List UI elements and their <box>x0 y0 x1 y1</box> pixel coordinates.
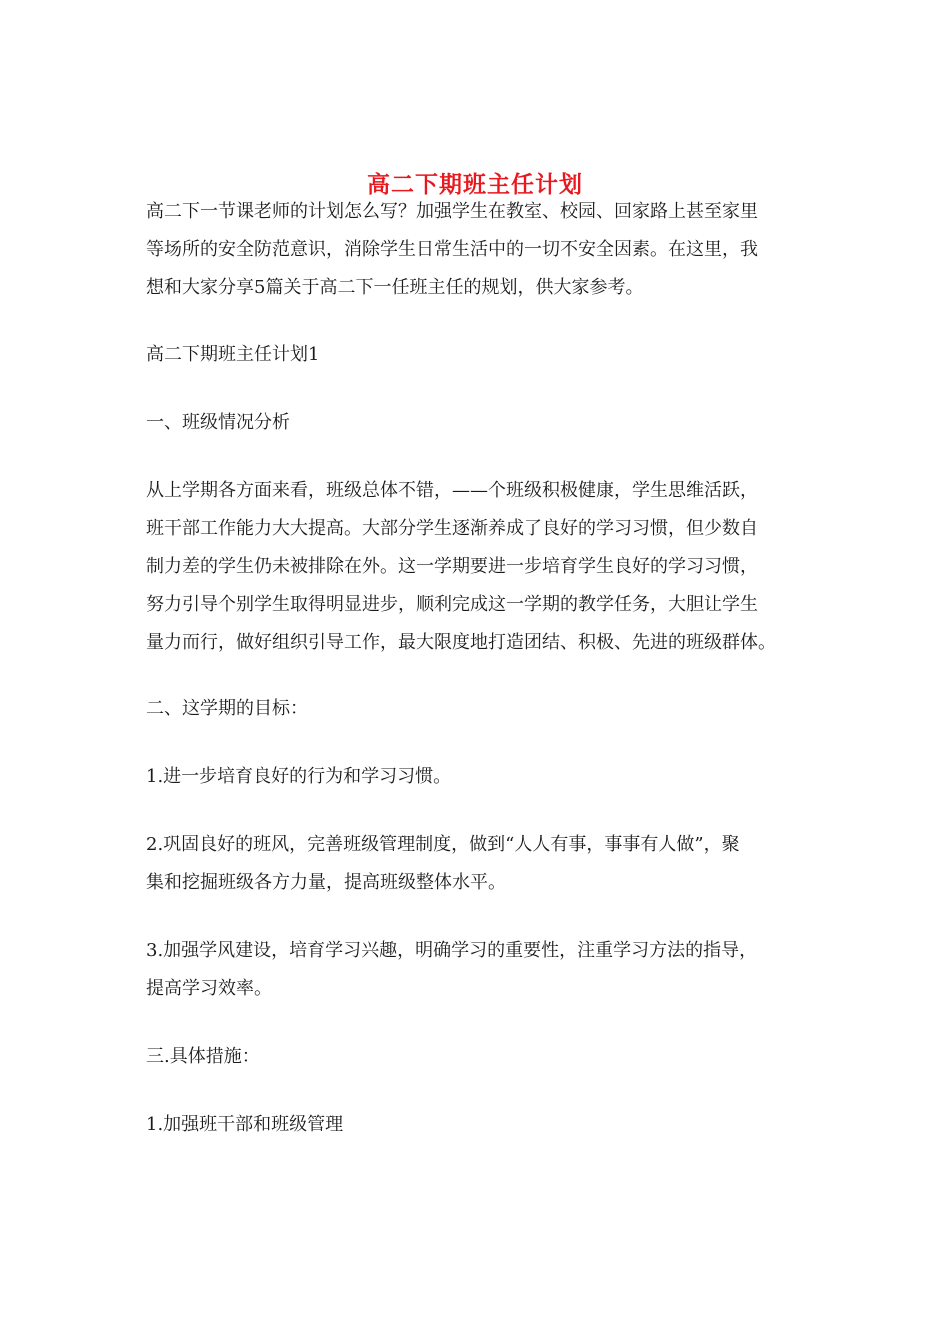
measure-item-1: 1.加强班干部和班级管理 <box>146 1114 344 1135</box>
document-title: 高二下期班主任计划 <box>367 171 583 199</box>
intro-paragraph: 高二下一节课老师的计划怎么写？加强学生在教室、校园、回家路上甚至家里 等场所的安全防范意识，消除学生日常生活中的一切不安全因素。在这里，我 想和大家分享5篇关于高二下一任班主任的规划，供大家参考。 <box>146 201 758 298</box>
class-analysis-paragraph: 从上学期各方面来看，班级总体不错，——个班级积极健康，学生思维活跃， 班干部工作能力大大提高。大部分学生逐渐养成了良好的学习习惯，但少数自 制力差的学生仍未被排除在外。这一学期要进一步培育学生良好的学习习惯， 努力引导个别学生取得明显进步，顺利完成这一学期的教学任务，大胆让学生 量力而行，做好组织引导工作，最大限度地打造团结、积极、先进的班级群体。 <box>146 480 776 653</box>
section-heading-class-analysis: 一、班级情况分析 <box>146 412 290 433</box>
goal-item-2: 2.巩固良好的班风，完善班级管理制度，做到“人人有事，事事有人做”，聚 集和挖掘班级各方力量，提高班级整体水平。 <box>146 834 740 893</box>
goal-item-3: 3.加强学风建设，培育学习兴趣，明确学习的重要性，注重学习方法的指导， 提高学习效率。 <box>146 940 758 999</box>
section-heading-goals: 二、这学期的目标： <box>146 698 308 719</box>
plan-heading: 高二下期班主任计划1 <box>146 344 320 365</box>
goal-item-1: 1.进一步培育良好的行为和学习习惯。 <box>146 766 452 787</box>
section-heading-measures: 三.具体措施： <box>146 1046 260 1067</box>
